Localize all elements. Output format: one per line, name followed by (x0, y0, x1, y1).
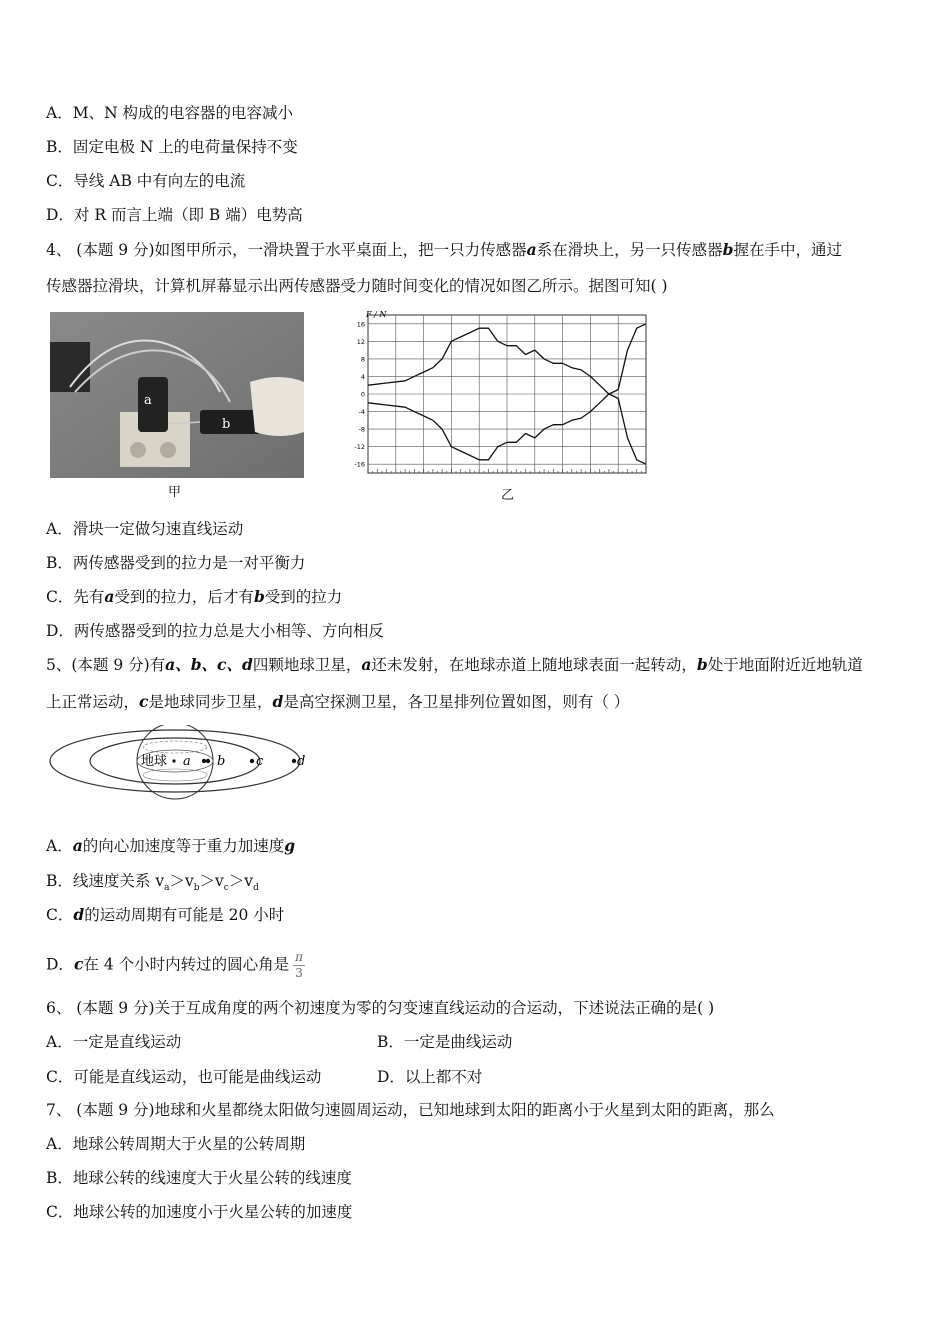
chart-y-ticks (354, 320, 365, 468)
q3-option-d: D．对 R 而言上端（即 B 端）电势高 (46, 206, 303, 224)
earth-label: 地球 (141, 754, 168, 769)
q6-option-b: B．一定是曲线运动 (377, 1033, 513, 1051)
orbit-label-c: c (256, 754, 264, 769)
q6-option-c: C．可能是直线运动，也可能是曲线运动 (46, 1068, 322, 1086)
q4-option-a: A．滑块一定做匀速直线运动 (46, 520, 244, 538)
chart-y-tick-label: 4 (360, 372, 365, 381)
fraction-pi-over-3: $\frac{\pi}{3}$ (293, 951, 305, 980)
q5-stem-line2: 上正常运动，c是地球同步卫星，d是高空探测卫星，各卫星排列位置如图，则有（ ） (46, 692, 630, 711)
q5-option-d: D．c在 4 个小时内转过的圆心角是 $\frac{\pi}{3}$ (46, 951, 305, 980)
q4-option-b: B．两传感器受到的拉力是一对平衡力 (46, 554, 306, 572)
chart-y-tick-label: 16 (356, 320, 365, 329)
chart-y-tick-label: -12 (354, 443, 365, 452)
chart-y-tick-label: -4 (358, 408, 365, 417)
orbit-label-a: a (183, 754, 191, 769)
chart-y-tick-label: 0 (360, 390, 365, 399)
photo-label-a: a (144, 393, 152, 408)
q4-option-d: D．两传感器受到的拉力总是大小相等、方向相反 (46, 622, 384, 640)
q5-stem-line1: 5、(本题 9 分)有a、b、c、d四颗地球卫星，a还未发射，在地球赤道上随地球表面一起转动，b处于地面附近近地轨道 (46, 655, 863, 674)
caption-yi: 乙 (501, 488, 515, 503)
q4-stem-line2: 传感器拉滑块，计算机屏幕显示出两传感器受力随时间变化的情况如图乙所示。据图可知( ) (46, 277, 668, 295)
q5-option-b: B．线速度关系 $v_a>v_b>v_c>v_d$ (46, 872, 259, 894)
chart-y-tick-label: 12 (356, 337, 365, 346)
orbit-label-d: d (297, 754, 306, 769)
q4-figure-yi-chart (350, 307, 650, 477)
q5-orbit-figure (45, 725, 310, 800)
q7-option-b: B．地球公转的线速度大于火星公转的线速度 (46, 1169, 352, 1187)
chart-y-tick-label: -16 (354, 460, 365, 469)
q7-option-a: A．地球公转周期大于火星的公转周期 (46, 1135, 306, 1153)
q7-option-c: C．地球公转的加速度小于火星公转的加速度 (46, 1203, 353, 1221)
q4-stem-line1: 4、 (本题 9 分)如图甲所示，一滑块置于水平桌面上，把一只力传感器a系在滑块上，另一只传感器b握在手中，通过 (46, 240, 843, 259)
q6-option-d: D．以上都不对 (377, 1068, 483, 1086)
q3-option-c: C．导线 AB 中有向左的电流 (46, 172, 246, 190)
photo-label-b: b (222, 417, 231, 432)
q4-option-c: C．先有a受到的拉力，后才有b受到的拉力 (46, 587, 343, 606)
q4-figure-jia-photo (50, 312, 304, 478)
chart-grid (368, 315, 646, 473)
q6-option-a: A．一定是直线运动 (46, 1033, 182, 1051)
q5-option-a: A．a的向心加速度等于重力加速度g (46, 836, 296, 855)
caption-jia: 甲 (168, 485, 182, 500)
q3-option-a: A．M、N 构成的电容器的电容减小 (46, 104, 294, 122)
chart-y-axis-label: F / N (366, 310, 387, 319)
chart-y-tick-label: 8 (360, 355, 365, 364)
q6-stem: 6、 (本题 9 分)关于互成角度的两个初速度为零的匀变速直线运动的合运动，下述说法正确的是( ) (46, 999, 715, 1017)
chart-y-tick-label: -8 (358, 425, 365, 434)
q5-option-c: C．d的运动周期有可能是 20 小时 (46, 905, 285, 924)
q3-option-b: B．固定电极 N 上的电荷量保持不变 (46, 138, 298, 156)
orbit-label-b: b (217, 754, 226, 769)
q7-stem: 7、 (本题 9 分)地球和火星都绕太阳做匀速圆周运动，已知地球到太阳的距离小于火星到太阳的距离，那么 (46, 1101, 775, 1119)
